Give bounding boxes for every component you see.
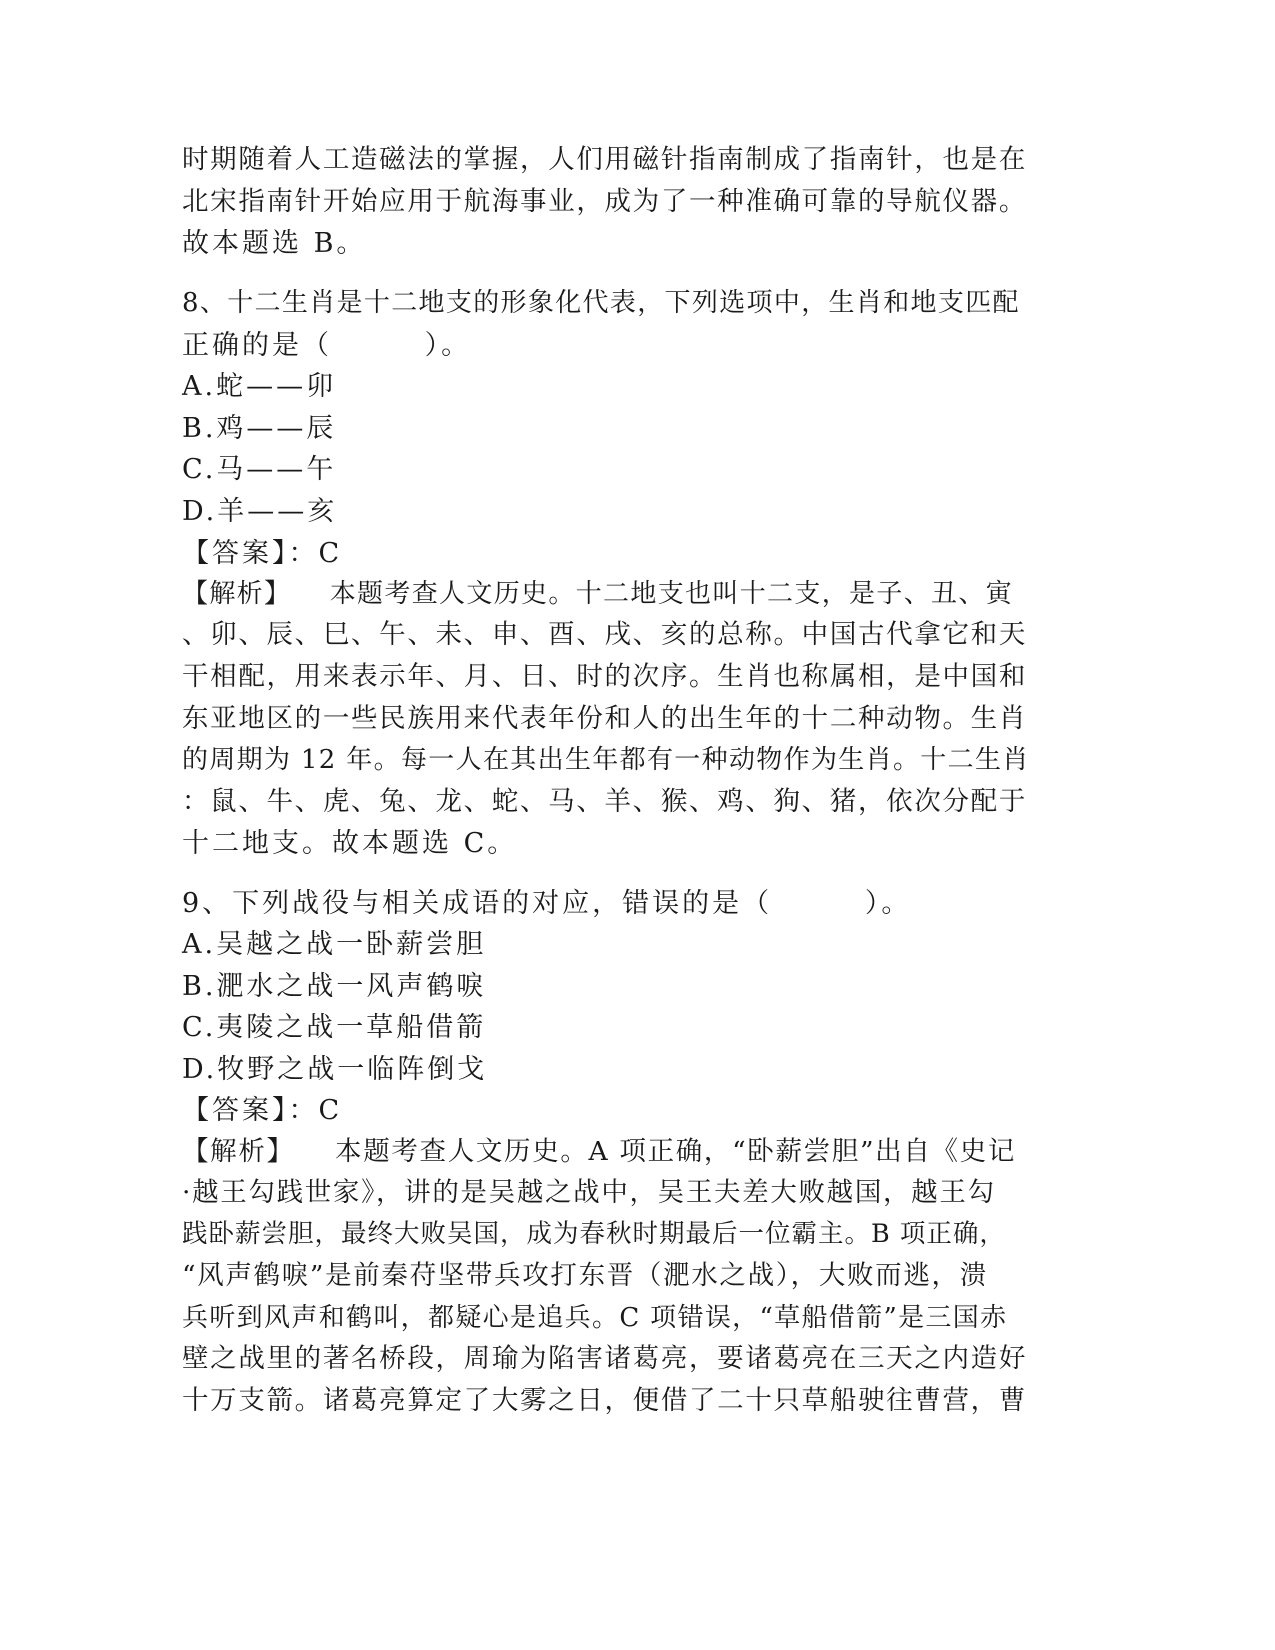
analysis-line: ：鼠、牛、虎、兔、龙、蛇、马、羊、猴、鸡、狗、猪，依次分配于 bbox=[182, 786, 1027, 817]
option-a: A.吴越之战一卧薪尝胆 bbox=[182, 929, 487, 960]
answer: 【答案】：C bbox=[182, 1095, 343, 1126]
text-line: 故本题选 B。 bbox=[182, 228, 367, 259]
question-stem: 8、十二生肖是十二地支的形象化代表，下列选项中，生肖和地支匹配 bbox=[182, 288, 1020, 318]
analysis-line: 【解析】 本题考查人文历史。十二地支也叫十二支，是子、丑、寅 bbox=[182, 579, 1014, 609]
answer: 【答案】：C bbox=[182, 538, 343, 569]
analysis-line: 践卧薪尝胆，最终大败吴国，成为春秋时期最后一位霸主。B 项正确， bbox=[182, 1219, 1006, 1249]
option-b: B.鸡——辰 bbox=[182, 413, 337, 444]
analysis-line: 的周期为 12 年。每一人在其出生年都有一种动物作为生肖。十二生肖 bbox=[182, 745, 1030, 775]
analysis-line: “风声鹤唳”是前秦苻坚带兵攻打东晋（淝水之战），大败而逃，溃 bbox=[182, 1260, 988, 1291]
question-stem: 正确的是（ ）。 bbox=[182, 330, 472, 361]
analysis-line: 十二地支。故本题选 C。 bbox=[182, 828, 518, 859]
analysis-line: 【解析】 本题考查人文历史。A 项正确，“卧薪尝胆”出自《史记 bbox=[182, 1136, 1017, 1167]
text-line: 北宋指南针开始应用于航海事业，成为了一种准确可靠的导航仪器。 bbox=[182, 186, 1027, 217]
analysis-line: 壁之战里的著名桥段，周瑜为陷害诸葛亮，要诸葛亮在三天之内造好 bbox=[182, 1343, 1027, 1374]
analysis-line: 兵听到风声和鹤叫，都疑心是追兵。C 项错误，“草船借箭”是三国赤 bbox=[182, 1303, 1008, 1333]
option-c: C.马——午 bbox=[182, 454, 337, 485]
analysis-line: 东亚地区的一些民族用来代表年份和人的出生年的十二种动物。生肖 bbox=[182, 703, 1027, 734]
option-b: B.淝水之战一风声鹤唳 bbox=[182, 971, 487, 1002]
text-line: 时期随着人工造磁法的掌握，人们用磁针指南制成了指南针，也是在 bbox=[182, 144, 1027, 175]
analysis-line: 干相配，用来表示年、月、日、时的次序。生肖也称属相，是中国和 bbox=[182, 661, 1027, 692]
question-stem: 9、下列战役与相关成语的对应，错误的是（ ）。 bbox=[182, 888, 912, 919]
option-c: C.夷陵之战一草船借箭 bbox=[182, 1012, 487, 1043]
analysis-line: 、卯、辰、巳、午、未、申、酉、戌、亥的总称。中国古代拿它和天 bbox=[182, 619, 1027, 650]
analysis-line: ·越王勾践世家》，讲的是吴越之战中，吴王夫差大败越国，越王勾 bbox=[182, 1177, 996, 1208]
option-d: D.羊——亥 bbox=[182, 496, 338, 527]
analysis-line: 十万支箭。诸葛亮算定了大雾之日，便借了二十只草船驶往曹营，曹 bbox=[182, 1385, 1027, 1416]
option-d: D.牧野之战一临阵倒戈 bbox=[182, 1054, 488, 1085]
option-a: A.蛇——卯 bbox=[182, 371, 337, 402]
